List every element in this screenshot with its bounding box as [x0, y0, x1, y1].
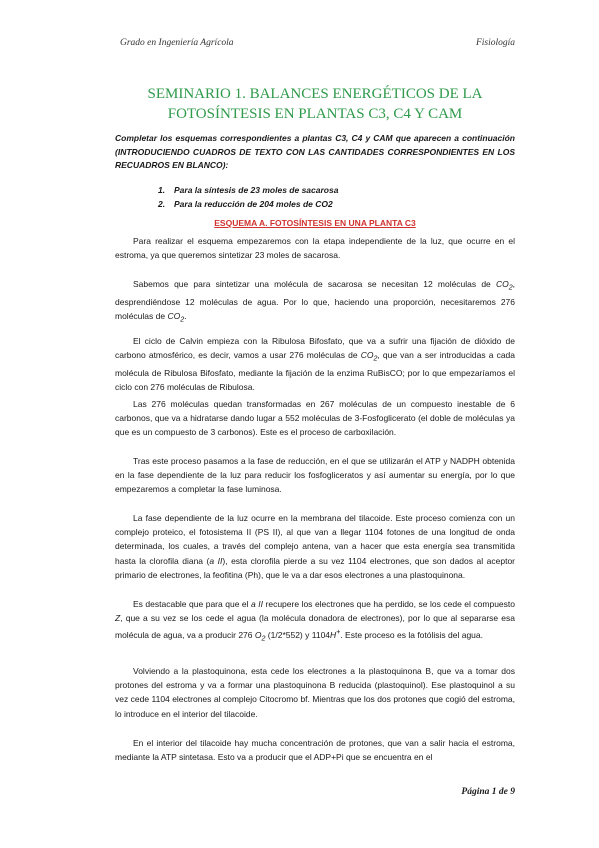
list-item	[158, 197, 338, 211]
paragraph-1: Para realizar el esquema empezaremos con la etapa independiente de la luz, que ocurre en el estroma, ya que queremos sintetizar 23 moles de sacarosa.	[115, 236, 515, 261]
section-title: ESQUEMA A. FOTOSÍNTESIS EN UNA PLANTA C3	[214, 218, 416, 228]
task-list	[158, 183, 338, 211]
intro-text: Completar los esquemas correspondientes a plantas C3, C4 y CAM que aparecen a continuación (INTRODUCIENDO CUADROS DE TEXTO CON LAS CANTIDADES CORRESPONDIENTES EN LOS RECUADROS EN BLANCO):	[115, 133, 515, 170]
page-title	[115, 84, 515, 124]
paragraph-3: El ciclo de Calvin empieza con la Ribulosa Bifosfato, que va a sufrir una fijación de dióxido de carbono atmosférico, es decir, vamos a usar 276 moléculas de $CO_2$, que van a ser introducidas a cada molécula de Ribulosa Bifosfato, mediante la fijación de la enzima RuBisCO; por lo que empezaríamos el ciclo con 276 moléculas de Ribulosa.	[115, 336, 515, 393]
header-right: Fisiología	[475, 38, 515, 48]
header-left: Grado en Ingeniería Agrícola	[120, 38, 234, 48]
title-line-2: FOTOSÍNTESIS EN PLANTAS C3, C4 Y CAM	[167, 106, 463, 122]
title-line-1: SEMINARIO 1. BALANCES ENERGÉTICOS DE LA	[147, 86, 483, 102]
list-text: Para la reducción de 204 moles de CO2	[174, 199, 333, 209]
list-number: 2.	[158, 199, 166, 209]
paragraph-2: Sabemos que para sintetizar una molécula de sacarosa se necesitan 12 moléculas de $CO_2$, desprendiéndose 12 moléculas de agua. Por lo que, haciendo una proporción, necesitaremos 276 moléculas de $CO_2$.	[115, 279, 515, 324]
paragraph-9: En el interior del tilacoide hay mucha concentración de protones, que van a salir hacia el estroma, mediante la ATP sintetasa. Esto va a producir que el ADP+Pi que se encuentra en el	[115, 738, 515, 763]
paragraph-7: Es destacable que para que el a II recupere los electrones que ha perdido, se los cede el compuesto Z, que a su vez se los cede el agua (la molécula donadora de electrones), por lo que al separarse esa molécula de agua, va a producir 276 $O_2$ (1/2*552) y 1104H+. Este proceso es la fotólisis del agua.	[115, 599, 516, 643]
paragraph-8: Volviendo a la plastoquinona, esta cede los electrones a la plastoquinona B, que va a tomar dos protones del estroma y va a formar una plastoquinona B reducida (plastoquinol). Ese plastoquinol a su vez cede 1104 electrones al complejo Citocromo bf. Mientras que los dos protones que cogió del estroma, lo introduce en el interior del tilacoide.	[115, 666, 515, 719]
list-text: Para la síntesis de 23 moles de sacarosa	[174, 185, 339, 195]
paragraph-6: La fase dependiente de la luz ocurre en la membrana del tilacoide. Este proceso comienza con un complejo proteico, el fotosistema II (PS II), al que van a llegar 1104 fotones de una longitud de onda determinada, los cuales, a través del complejo antena, van a hacer que esta energía sea transmitida hasta la clorofila diana (a II), esta clorofila pierde a su vez 1104 electrones, que son dados al aceptor primario de electrones, la feofitina (Ph), que le va a dar esos electrones a una plastoquinona.	[115, 513, 516, 580]
paragraph-5: Tras este proceso pasamos a la fase de reducción, en el que se utilizarán el ATP y NADPH obtenida en la fase dependiente de la luz para reducir los fosfogliceratos y así aumentar su energía, por lo que empezaremos a completar la fase luminosa.	[115, 456, 515, 495]
page-number: Página 1 de 9	[461, 787, 515, 797]
list-number: 1.	[158, 185, 166, 195]
paragraph-4: Las 276 moléculas quedan transformadas en 267 moléculas de un compuesto inestable de 6 carbonos, que va a hidratarse dando lugar a 552 moléculas de 3-Fosfoglicerato (el doble de moléculas ya que es un compuesto de 3 carbonos). Este es el proceso de carboxilación.	[115, 399, 515, 438]
list-item	[158, 183, 338, 197]
